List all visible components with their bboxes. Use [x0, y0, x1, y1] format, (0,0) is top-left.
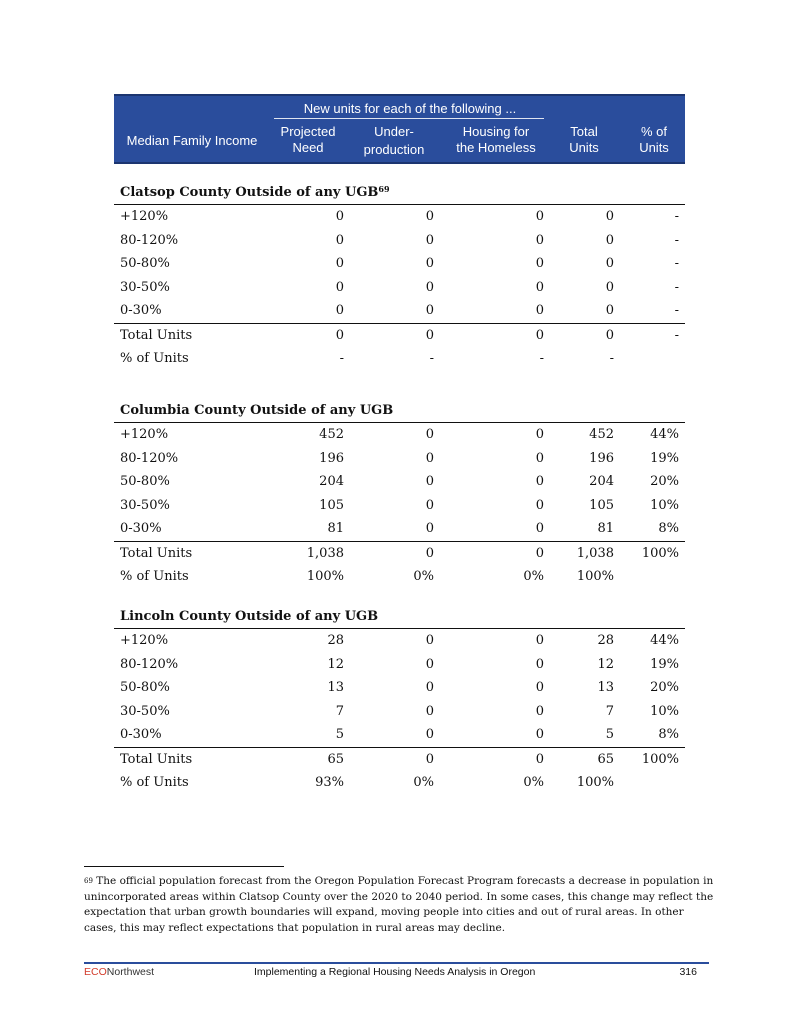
table-row [114, 205, 685, 229]
row-label: % of Units [120, 775, 189, 790]
table-cell: 13 [597, 680, 614, 695]
table-cell: 13 [327, 680, 344, 695]
table-row [114, 229, 685, 253]
table-cell: 12 [327, 656, 344, 672]
table-cell: 0 [335, 303, 344, 318]
table-cell: 0 [425, 497, 434, 513]
table-cell: 0 [535, 450, 544, 466]
page-footer [84, 966, 709, 978]
row-label: 50-80% [120, 680, 170, 695]
row-label: Total Units [120, 751, 193, 767]
table-cell: 0 [425, 450, 434, 466]
table-cell: 0 [535, 232, 544, 248]
table-cell: - [539, 351, 544, 366]
header-line: Under- [374, 124, 414, 139]
table-cell: 0 [535, 727, 544, 742]
table-row [114, 629, 685, 653]
table-cell: 0 [425, 751, 434, 767]
row-label: +120% [120, 633, 169, 648]
table-cell: 5 [335, 727, 344, 742]
group-header-rule [274, 118, 544, 119]
table-cell: - [429, 351, 434, 366]
table-cell: 19% [650, 450, 679, 466]
table-cell: 0 [335, 279, 344, 295]
table-cell: 0 [425, 656, 434, 672]
table-cell: 0 [535, 545, 544, 561]
row-label: Total Units [120, 545, 193, 561]
table-cell: 0 [425, 474, 434, 489]
table-row [114, 700, 685, 724]
table-cell: 0 [535, 633, 544, 648]
table-cell: 0 [535, 303, 544, 318]
table-cell: 28 [597, 633, 614, 648]
table-header [114, 94, 685, 164]
table-row [114, 771, 685, 795]
table-cell: 0 [425, 279, 434, 295]
table-cell: - [674, 256, 679, 271]
total-units-header [554, 124, 614, 156]
table-row [114, 541, 685, 566]
table-row [114, 252, 685, 276]
table-cell: 0 [425, 680, 434, 695]
table-cell: 20% [650, 680, 679, 695]
table-row [114, 299, 685, 323]
median-family-income-header: Median Family Income [126, 133, 258, 148]
table-cell: 0 [425, 232, 434, 248]
section-title [114, 400, 685, 423]
table-cell: 28 [327, 633, 344, 648]
table-cell: - [339, 351, 344, 366]
table-cell: 0 [535, 751, 544, 767]
row-label: 50-80% [120, 256, 170, 271]
table-cell: 0 [425, 633, 434, 648]
table-cell: 0 [535, 279, 544, 295]
row-label: 80-120% [120, 232, 179, 248]
table-cell: 0 [605, 303, 614, 318]
table-cell: 0 [335, 209, 344, 224]
table-row [114, 276, 685, 300]
table-cell: 0 [535, 656, 544, 672]
underproduction-header [354, 124, 434, 158]
footnote-text: The official population forecast from the Oregon Population Forecast Program forecasts a decrease in population in unincorporated areas within Clatsop County over the 2020 to 2040 period. In some cases, this change may reflect the expectation that urban growth boundaries will expand, moving people into cities and out of rural areas. In other cases, this may reflect expectations that population in rural areas may decline. [84, 875, 714, 934]
table-cell: 0 [535, 209, 544, 224]
header-line: production [363, 142, 425, 157]
table-cell: - [674, 279, 679, 295]
row-label: 80-120% [120, 656, 179, 672]
table-cell: 0 [335, 256, 344, 271]
footer-rule [84, 962, 709, 964]
table-cell: 7 [335, 703, 344, 719]
section-title [114, 606, 685, 629]
table-cell: 5 [605, 727, 614, 742]
table-cell: 0 [535, 680, 544, 695]
table-row [114, 676, 685, 700]
projected-need-header [272, 124, 344, 156]
table-cell: 100% [306, 569, 344, 584]
table-cell: 196 [319, 450, 344, 466]
table-row [114, 565, 685, 589]
row-label: 0-30% [120, 521, 162, 536]
row-label: 50-80% [120, 474, 170, 489]
table-row [114, 323, 685, 348]
table-cell: 452 [589, 427, 614, 442]
table-row [114, 423, 685, 447]
table-cell: 44% [650, 633, 679, 648]
section-title-text: Columbia County Outside of any UGB [120, 403, 394, 418]
header-line: the Homeless [456, 140, 536, 155]
table-cell: 93% [315, 775, 344, 790]
table-cell: 0 [425, 327, 434, 343]
table-cell: 7 [605, 703, 614, 719]
table-cell: 0 [425, 427, 434, 442]
table-cell: - [609, 351, 614, 366]
table-cell: 100% [641, 751, 679, 767]
table-cell: 20% [650, 474, 679, 489]
table-row [114, 653, 685, 677]
table-cell: 0 [535, 327, 544, 343]
footnote-number: 69 [84, 877, 93, 885]
table-cell: 0 [535, 474, 544, 489]
table-row [114, 347, 685, 371]
table-cell: 0 [535, 703, 544, 719]
table-cell: 0 [425, 303, 434, 318]
table-row [114, 723, 685, 747]
table-cell: 1,038 [306, 545, 344, 561]
table-row [114, 470, 685, 494]
header-line: Units [569, 140, 599, 155]
table-row [114, 447, 685, 471]
table-cell: 0 [425, 545, 434, 561]
table-cell: 65 [327, 751, 344, 767]
table-cell: 0% [413, 569, 434, 584]
header-line: Need [292, 140, 324, 155]
table-cell: 8% [658, 521, 679, 536]
table-cell: 81 [327, 521, 344, 536]
table-cell: 0 [425, 256, 434, 271]
table-cell: 0 [425, 521, 434, 536]
section-clatsop [114, 182, 685, 371]
section-title [114, 182, 685, 205]
table-cell: 65 [597, 751, 614, 767]
section-title-text: Clatsop County Outside of any UGB [120, 185, 379, 200]
table-cell: 204 [589, 474, 614, 489]
group-header: New units for each of the following ... [303, 101, 517, 116]
table-cell: 452 [319, 427, 344, 442]
page-number: 316 [679, 966, 697, 978]
table-cell: - [674, 303, 679, 318]
table-cell: 0 [605, 256, 614, 271]
row-label: 30-50% [120, 497, 170, 513]
table-cell: - [674, 232, 679, 248]
row-label: 30-50% [120, 279, 170, 295]
table-cell: 100% [576, 569, 614, 584]
table-cell: 0 [605, 209, 614, 224]
table-cell: 0 [535, 497, 544, 513]
header-line: Total [570, 124, 598, 139]
row-label: 30-50% [120, 703, 170, 719]
table-cell: 100% [641, 545, 679, 561]
table-cell: 0 [605, 327, 614, 343]
table-row [114, 494, 685, 518]
row-label: +120% [120, 209, 169, 224]
table-cell: 8% [658, 727, 679, 742]
table-cell: 0 [425, 727, 434, 742]
table-cell: 0% [413, 775, 434, 790]
table-cell: 0 [535, 427, 544, 442]
brand-northwest: Northwest [106, 966, 155, 978]
table-cell: 0% [523, 569, 544, 584]
footer-title: Implementing a Regional Housing Needs Analysis in Oregon [254, 966, 536, 978]
table-cell: 44% [650, 427, 679, 442]
section-title-text: Lincoln County Outside of any UGB [120, 609, 379, 624]
table-cell: 196 [589, 450, 614, 466]
table-cell: 105 [319, 497, 344, 513]
row-label: 80-120% [120, 450, 179, 466]
table-cell: 0 [605, 232, 614, 248]
section-columbia [114, 400, 685, 589]
table-cell: 10% [650, 703, 679, 719]
header-line: Housing for [462, 124, 530, 139]
footnote-ref: 69 [378, 184, 390, 194]
row-label: +120% [120, 427, 169, 442]
header-line: Units [639, 140, 669, 155]
table-cell: 105 [589, 497, 614, 513]
section-lincoln [114, 606, 685, 795]
table-cell: 100% [576, 775, 614, 790]
homeless-housing-header [444, 124, 548, 156]
table-cell: 81 [597, 521, 614, 536]
footnote [84, 874, 714, 936]
table-cell: 10% [650, 497, 679, 513]
table-cell: 0 [605, 279, 614, 295]
table-cell: - [674, 209, 679, 224]
header-line: % of [640, 124, 667, 139]
row-label: Total Units [120, 327, 193, 343]
table-cell: 0 [335, 327, 344, 343]
table-cell: 0 [535, 521, 544, 536]
row-label: % of Units [120, 351, 189, 366]
table-cell: 19% [650, 656, 679, 672]
table-cell: 0% [523, 775, 544, 790]
footnote-rule [84, 866, 284, 867]
row-label: % of Units [120, 569, 189, 584]
table-cell: 1,038 [576, 545, 614, 561]
table-cell: 0 [425, 703, 434, 719]
row-label: 0-30% [120, 727, 162, 742]
table-row [114, 747, 685, 772]
header-line: Projected [280, 124, 336, 139]
table-cell: 0 [425, 209, 434, 224]
table-cell: 204 [319, 474, 344, 489]
percent-units-header [624, 124, 684, 156]
row-label: 0-30% [120, 303, 162, 318]
table-cell: 0 [335, 232, 344, 248]
table-cell: 0 [535, 256, 544, 271]
table-cell: - [674, 327, 679, 343]
brand-eco: ECO [84, 966, 107, 978]
table-row [114, 517, 685, 541]
table-cell: 12 [597, 656, 614, 672]
